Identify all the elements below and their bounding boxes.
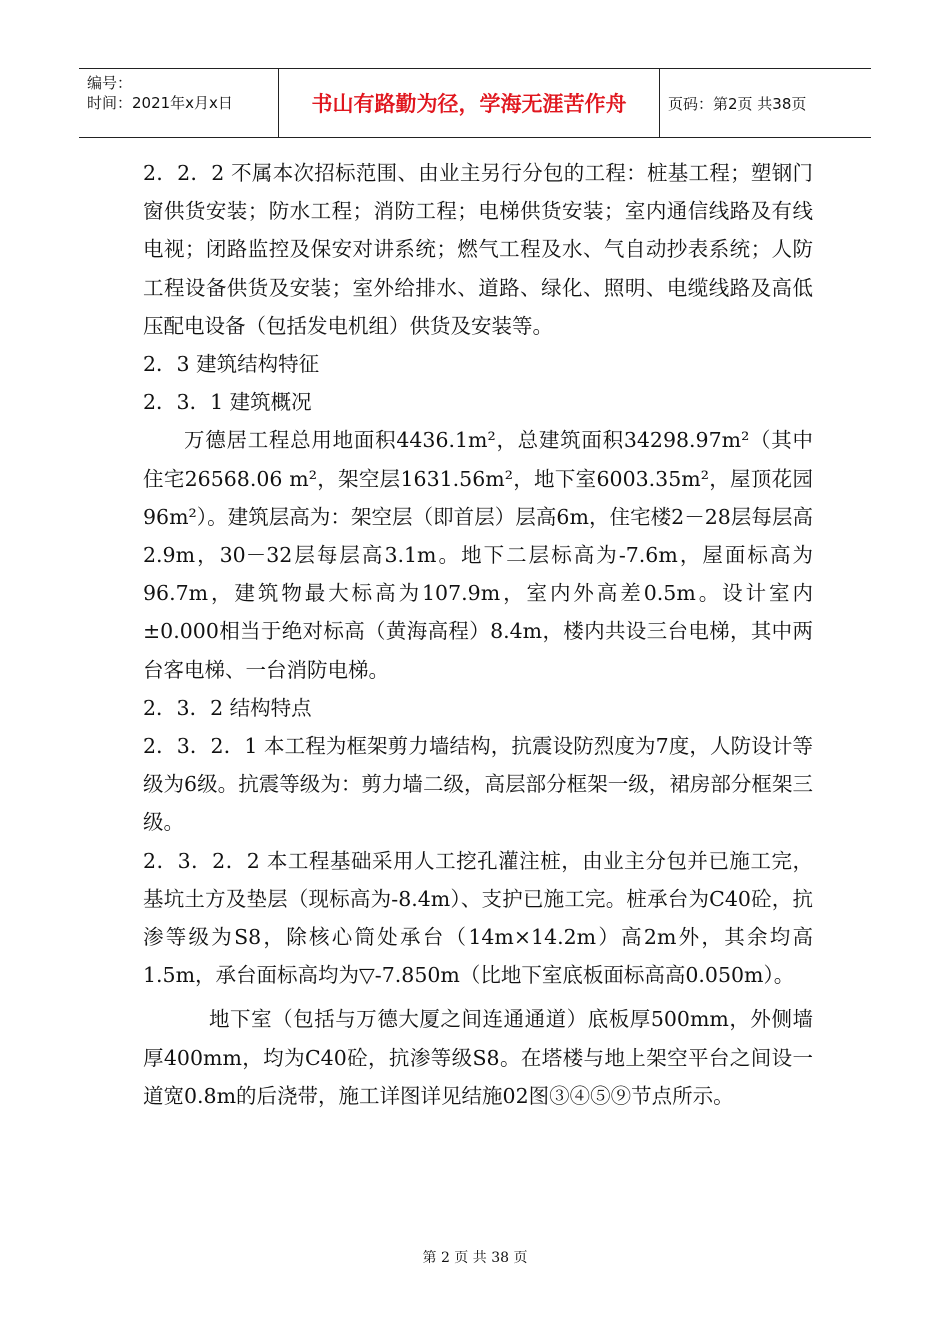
heading-2-3: 2．3 建筑结构特征 bbox=[143, 352, 320, 377]
heading-2-3-1: 2．3．1 建筑概况 bbox=[143, 390, 312, 415]
heading-2-3-2: 2．3．2 结构特点 bbox=[143, 695, 312, 720]
document-time: 时间：2021年x月x日 bbox=[87, 94, 233, 112]
header-page-info: 页码：第2页 共38页 bbox=[668, 94, 807, 113]
document-body bbox=[143, 154, 813, 1115]
paragraph-building-overview: 万德居工程总用地面积4436.1m²，总建筑面积34298.97m²（其中住宅26568.06 m²，架空层1631.56m²，地下室6003.35m²，屋顶花园96m²）。建筑层高为：架空层（即首层）层高6m，住宅楼2－28层每层高2.9m，30－32层每层高3.1m。地下二层标高为-7.6m，屋面标高为96.7m，建筑物最大标高为107.9m，室内外高差0.5m。设计室内±0.000相当于绝对标高（黄海高程）8.4m，楼内共设三台电梯，其中两台客电梯、一台消防电梯。 bbox=[143, 428, 813, 682]
document-number-label: 编号： bbox=[87, 74, 133, 92]
paragraph-2-3-2-2: 2．3．2．2 本工程基础采用人工挖孔灌注桩，由业主分包并已施工完，基坑土方及垫层（现标高为-8.4m）、支护已施工完。桩承台为C40砼，抗渗等级为S8，除核心筒处承台（14m×14.2m）高2m外，其余均高1.5m，承台面标高均为▽-7.850m（比地下室底板面标高高0.050m）。 bbox=[143, 848, 813, 988]
paragraph-basement: 地下室（包括与万德大厦之间连通通道）底板厚500mm，外侧墙厚400mm，均为C40砼，抗渗等级S8。在塔楼与地上架空平台之间设一道宽0.8m的后浇带，施工详图详见结施02图③④⑤⑨节点所示。 bbox=[143, 1007, 813, 1108]
page-header bbox=[79, 68, 871, 138]
page-footer: 第 2 页 共 38 页 bbox=[422, 1250, 528, 1266]
header-motto: 书山有路勤为径，学海无涯苦作舟 bbox=[279, 69, 660, 137]
header-meta bbox=[79, 69, 279, 137]
paragraph-2-2-2: 2．2．2 不属本次招标范围、由业主另行分包的工程：桩基工程；塑钢门窗供货安装；防水工程；消防工程；电梯供货安装；室内通信线路及有线电视；闭路监控及保安对讲系统；燃气工程及水、气自动抄表系统；人防工程设备供货及安装；室外给排水、道路、绿化、照明、电缆线路及高低压配电设备（包括发电机组）供货及安装等。 bbox=[143, 161, 813, 338]
paragraph-2-3-2-1: 2．3．2．1 本工程为框架剪力墙结构，抗震设防烈度为7度，人防设计等级为6级。抗震等级为：剪力墙二级，高层部分框架一级，裙房部分框架三级。 bbox=[143, 734, 813, 835]
